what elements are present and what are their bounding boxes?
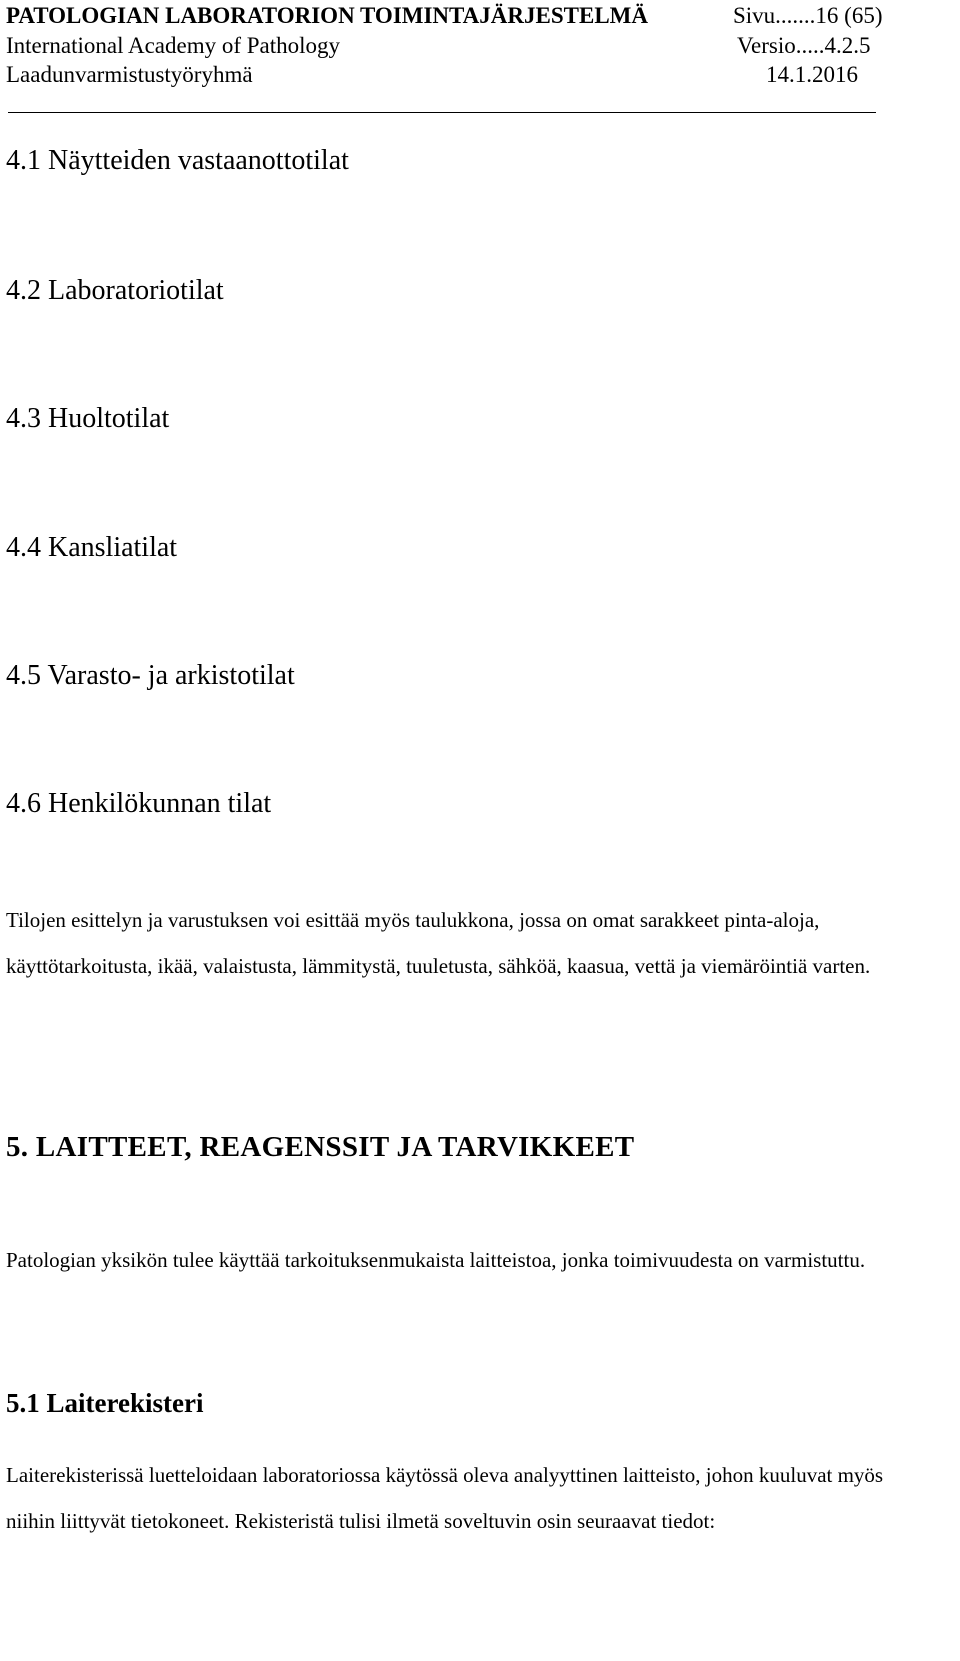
paragraph-equipment-register: Laiterekisterissä luetteloidaan laboratoriossa käytössä oleva analyyttinen laitteisto, johon kuuluvat myös niihin liittyvät tietokoneet. Rekisteristä tulisi ilmetä soveltuvin osin seuraavat tiedot: [6, 1463, 884, 1533]
document-title: PATOLOGIAN LABORATORION TOIMINTAJÄRJESTELMÄ [6, 3, 648, 28]
paragraph-facilities-table: Tilojen esittelyn ja varustuksen voi esittää myös taulukkona, jossa on omat sarakkeet pinta-aloja, käyttötarkoitusta, ikää, valaistusta, lämmitystä, tuuletusta, sähköä, kaasua, vettä ja viemäröintiä varten. [6, 908, 871, 978]
section-heading-4-6: 4.6 Henkilökunnan tilat [6, 788, 272, 819]
section-heading-4-2: 4.2 Laboratoriotilat [6, 275, 224, 306]
page-number: Sivu.......16 (65) [733, 3, 883, 28]
section-heading-4-1: 4.1 Näytteiden vastaanottotilat [6, 145, 349, 176]
header-divider [8, 112, 876, 113]
paragraph-equipment: Patologian yksikön tulee käyttää tarkoituksenmukaista laitteistoa, jonka toimivuudesta on varmistuttu. [6, 1248, 866, 1272]
version-number: Versio.....4.2.5 [737, 33, 871, 58]
document-date: 14.1.2016 [766, 62, 858, 87]
section-heading-4-3: 4.3 Huoltotilat [6, 403, 170, 434]
working-group: Laadunvarmistustyöryhmä [6, 62, 253, 87]
chapter-heading-5: 5. LAITTEET, REAGENSSIT JA TARVIKKEET [6, 1131, 635, 1163]
section-heading-4-4: 4.4 Kansliatilat [6, 532, 178, 563]
section-heading-5-1: 5.1 Laiterekisteri [6, 1388, 204, 1418]
organization-name: International Academy of Pathology [6, 33, 341, 58]
section-heading-4-5: 4.5 Varasto- ja arkistotilat [6, 660, 295, 691]
